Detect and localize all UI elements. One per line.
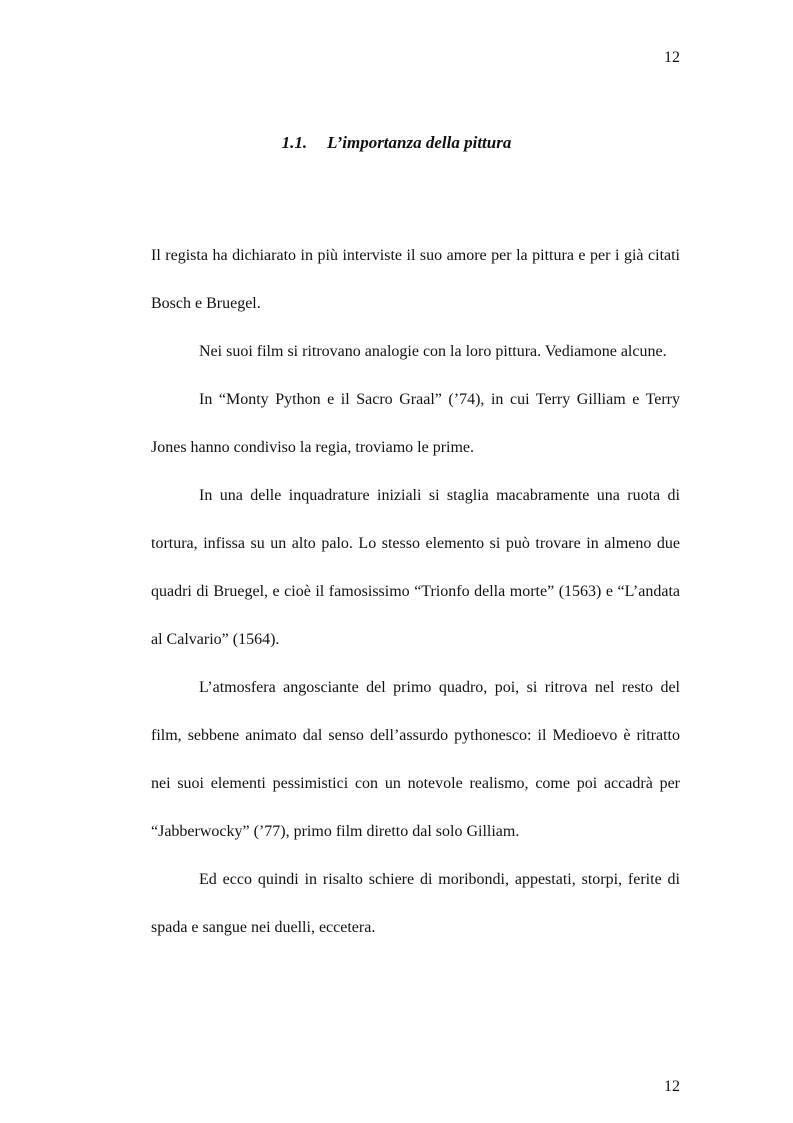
section-title: L’importanza della pittura [327, 133, 512, 152]
paragraph: Ed ecco quindi in risalto schiere di moribondi, appestati, storpi, ferite di spada e sangue nei duelli, eccetera. [151, 871, 680, 936]
section-number: 1.1. [281, 133, 308, 152]
body-text [151, 232, 680, 952]
paragraph: In una delle inquadrature iniziali si staglia macabramente una ruota di tortura, infissa su un alto palo. Lo stesso elemento si può trovare in almeno due quadri di Bruegel, e cioè il famosissimo “Trionfo della morte” (1563) e “L’andata al Calvario” (1564). [151, 487, 680, 648]
section-heading [0, 132, 793, 154]
paragraph: Il regista ha dichiarato in più interviste il suo amore per la pittura e per i già citati Bosch e Bruegel. [151, 247, 680, 312]
page-number-bottom: 12 [664, 1078, 680, 1095]
page-number-top: 12 [664, 49, 680, 66]
paragraph: In “Monty Python e il Sacro Graal” (’74), in cui Terry Gilliam e Terry Jones hanno condiviso la regia, troviamo le prime. [151, 391, 680, 456]
paragraph: Nei suoi film si ritrovano analogie con la loro pittura. Vediamone alcune. [199, 343, 667, 360]
paragraph: L’atmosfera angosciante del primo quadro, poi, si ritrova nel resto del film, sebbene animato dal senso dell’assurdo pythonesco: il Medioevo è ritratto nei suoi elementi pessimistici con un notevole realismo, come poi accadrà per “Jabberwocky” (’77), primo film diretto dal solo Gilliam. [151, 679, 680, 840]
